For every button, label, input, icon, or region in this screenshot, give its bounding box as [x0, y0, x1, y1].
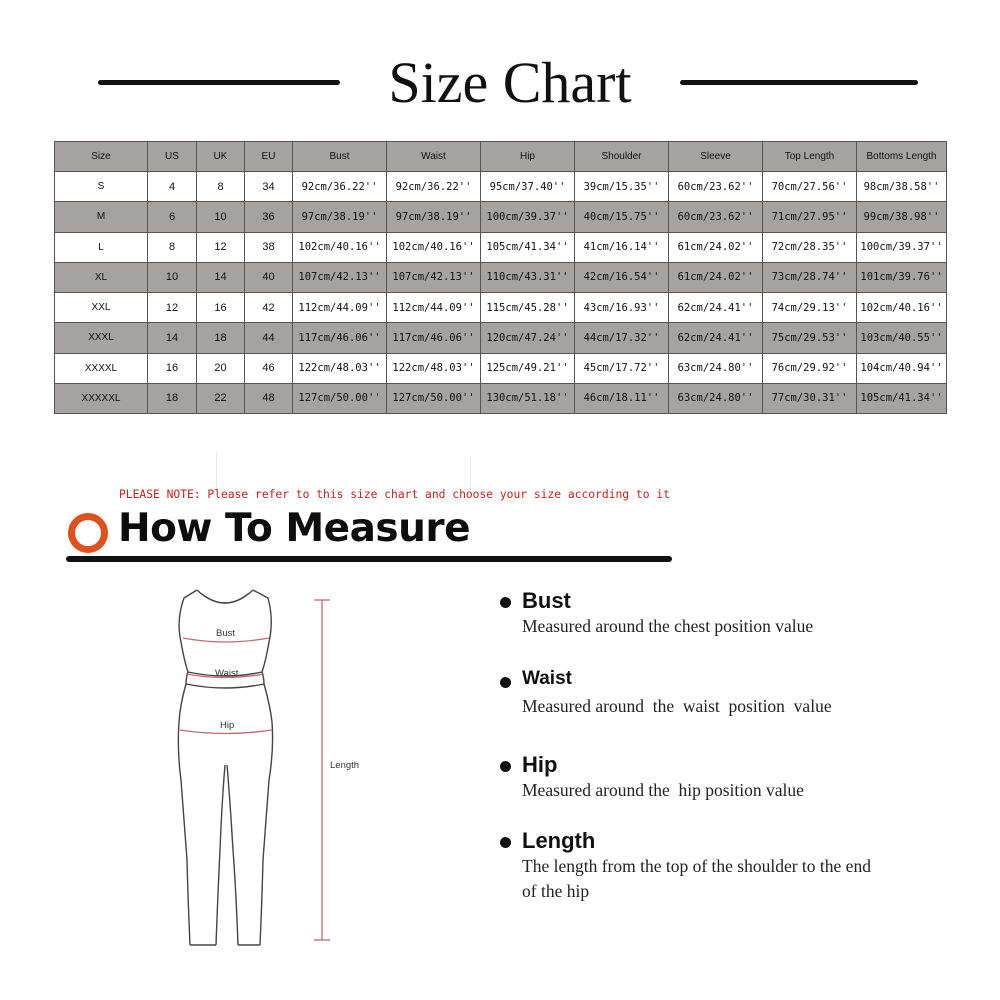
table-cell: 112cm/44.09'' — [293, 293, 387, 323]
table-header-cell: Size — [55, 142, 148, 172]
table-row — [55, 293, 947, 323]
table-header-cell: Waist — [387, 142, 481, 172]
figure-label-hip: Hip — [220, 720, 235, 731]
measure-item-desc: Measured around the waist position value — [522, 696, 832, 716]
table-cell: 43cm/16.93'' — [575, 293, 669, 323]
measure-item-desc: The length from the top of the shoulder to the end of the hip — [522, 856, 871, 901]
table-cell: 18 — [148, 383, 197, 413]
table-cell: 16 — [197, 293, 245, 323]
jumpsuit-figure — [150, 580, 380, 950]
table-cell: 73cm/28.74'' — [763, 262, 857, 292]
table-row — [55, 262, 947, 292]
table-cell: 10 — [197, 202, 245, 232]
table-cell: 102cm/40.16'' — [293, 232, 387, 262]
table-cell: 104cm/40.94'' — [857, 353, 947, 383]
table-cell: 115cm/45.28'' — [481, 293, 575, 323]
table-cell: 122cm/48.03'' — [387, 353, 481, 383]
table-cell: 8 — [148, 232, 197, 262]
measure-lines — [180, 600, 330, 940]
size-cell: S — [55, 172, 148, 202]
bullet-icon — [500, 837, 511, 848]
measure-item-hip — [500, 752, 970, 812]
orange-circle-icon — [68, 513, 108, 553]
faint-guide-line — [470, 456, 471, 490]
table-cell: 16 — [148, 353, 197, 383]
table-header-cell: EU — [245, 142, 293, 172]
how-to-measure-underline — [66, 556, 672, 562]
table-header-cell: Hip — [481, 142, 575, 172]
size-cell: XXXL — [55, 323, 148, 353]
table-cell: 62cm/24.41'' — [669, 323, 763, 353]
table-cell: 10 — [148, 262, 197, 292]
table-cell: 12 — [197, 232, 245, 262]
bullet-icon — [500, 597, 511, 608]
measure-item-length — [500, 828, 970, 918]
table-cell: 127cm/50.00'' — [387, 383, 481, 413]
table-cell: 4 — [148, 172, 197, 202]
table-cell: 63cm/24.80'' — [669, 353, 763, 383]
table-cell: 107cm/42.13'' — [387, 262, 481, 292]
table-cell: 117cm/46.06'' — [387, 323, 481, 353]
table-cell: 103cm/40.55'' — [857, 323, 947, 353]
table-cell: 100cm/39.37'' — [481, 202, 575, 232]
bullet-icon — [500, 677, 511, 688]
table-cell: 95cm/37.40'' — [481, 172, 575, 202]
table-row — [55, 172, 947, 202]
title-rule-right — [680, 80, 918, 85]
table-cell: 112cm/44.09'' — [387, 293, 481, 323]
table-cell: 61cm/24.02'' — [669, 232, 763, 262]
bullet-icon — [500, 761, 511, 772]
measure-item-title: Bust — [522, 588, 571, 613]
table-cell: 8 — [197, 172, 245, 202]
table-header-row — [55, 142, 947, 172]
table-cell: 44cm/17.32'' — [575, 323, 669, 353]
table-body — [55, 172, 947, 414]
table-cell: 40 — [245, 262, 293, 292]
table-row — [55, 232, 947, 262]
table-cell: 34 — [245, 172, 293, 202]
table-header-cell: Bottoms Length — [857, 142, 947, 172]
page-title: Size Chart — [388, 50, 632, 115]
measure-item-title: Length — [522, 828, 596, 853]
title-rule-left — [98, 80, 340, 85]
table-cell: 77cm/30.31'' — [763, 383, 857, 413]
size-chart-table — [54, 141, 947, 414]
size-cell: XL — [55, 262, 148, 292]
size-cell: XXXXL — [55, 353, 148, 383]
table-cell: 20 — [197, 353, 245, 383]
table-cell: 45cm/17.72'' — [575, 353, 669, 383]
table-cell: 18 — [197, 323, 245, 353]
how-to-measure-title: How To Measure — [118, 506, 471, 551]
table-cell: 72cm/28.35'' — [763, 232, 857, 262]
figure-label-waist: Waist — [215, 668, 239, 679]
table-cell: 14 — [197, 262, 245, 292]
table-row — [55, 202, 947, 232]
table-cell: 117cm/46.06'' — [293, 323, 387, 353]
table-row — [55, 383, 947, 413]
table-cell: 127cm/50.00'' — [293, 383, 387, 413]
measure-item-title: Hip — [522, 752, 558, 777]
size-note: PLEASE NOTE: Please refer to this size chart and choose your size according to it — [119, 488, 670, 501]
table-cell: 44 — [245, 323, 293, 353]
table-cell: 46 — [245, 353, 293, 383]
table-cell: 12 — [148, 293, 197, 323]
table-cell: 105cm/41.34'' — [481, 232, 575, 262]
table-cell: 42 — [245, 293, 293, 323]
measure-item-desc: Measured around the chest position value — [522, 616, 814, 636]
table-cell: 6 — [148, 202, 197, 232]
table-cell: 130cm/51.18'' — [481, 383, 575, 413]
table-cell: 75cm/29.53'' — [763, 323, 857, 353]
table-header-cell: UK — [197, 142, 245, 172]
measure-item-bust — [500, 588, 970, 648]
table-cell: 63cm/24.80'' — [669, 383, 763, 413]
table-header-cell: US — [148, 142, 197, 172]
title-row — [0, 48, 1000, 118]
jumpsuit-outline — [178, 590, 272, 945]
table-header-cell: Shoulder — [575, 142, 669, 172]
table-cell: 48 — [245, 383, 293, 413]
table-cell: 100cm/39.37'' — [857, 232, 947, 262]
table-cell: 98cm/38.58'' — [857, 172, 947, 202]
table-cell: 40cm/15.75'' — [575, 202, 669, 232]
table-cell: 71cm/27.95'' — [763, 202, 857, 232]
table-cell: 36 — [245, 202, 293, 232]
size-cell: M — [55, 202, 148, 232]
figure-label-length: Length — [330, 760, 360, 771]
size-cell: XXXXXL — [55, 383, 148, 413]
measure-item-title: Waist — [522, 668, 572, 689]
size-cell: L — [55, 232, 148, 262]
faint-guide-line — [216, 452, 217, 492]
table-cell: 105cm/41.34'' — [857, 383, 947, 413]
table-cell: 39cm/15.35'' — [575, 172, 669, 202]
size-cell: XXL — [55, 293, 148, 323]
table-header-cell: Sleeve — [669, 142, 763, 172]
table-cell: 99cm/38.98'' — [857, 202, 947, 232]
table-cell: 122cm/48.03'' — [293, 353, 387, 383]
table-cell: 38 — [245, 232, 293, 262]
table-cell: 102cm/40.16'' — [387, 232, 481, 262]
table-cell: 14 — [148, 323, 197, 353]
table-cell: 97cm/38.19'' — [387, 202, 481, 232]
table-header-cell: Top Length — [763, 142, 857, 172]
measure-item-waist — [500, 668, 970, 728]
table-cell: 60cm/23.62'' — [669, 172, 763, 202]
table-cell: 42cm/16.54'' — [575, 262, 669, 292]
table-cell: 102cm/40.16'' — [857, 293, 947, 323]
table-cell: 101cm/39.76'' — [857, 262, 947, 292]
table-header-cell: Bust — [293, 142, 387, 172]
table-row — [55, 323, 947, 353]
table-cell: 61cm/24.02'' — [669, 262, 763, 292]
table-cell: 110cm/43.31'' — [481, 262, 575, 292]
table-cell: 60cm/23.62'' — [669, 202, 763, 232]
measure-item-desc: Measured around the hip position value — [522, 780, 804, 800]
table-cell: 46cm/18.11'' — [575, 383, 669, 413]
table-cell: 107cm/42.13'' — [293, 262, 387, 292]
figure-label-bust: Bust — [216, 628, 236, 639]
table-cell: 92cm/36.22'' — [293, 172, 387, 202]
table-cell: 92cm/36.22'' — [387, 172, 481, 202]
table-cell: 125cm/49.21'' — [481, 353, 575, 383]
table-cell: 22 — [197, 383, 245, 413]
table-cell: 41cm/16.14'' — [575, 232, 669, 262]
table-cell: 62cm/24.41'' — [669, 293, 763, 323]
table-cell: 120cm/47.24'' — [481, 323, 575, 353]
table-cell: 74cm/29.13'' — [763, 293, 857, 323]
table-cell: 70cm/27.56'' — [763, 172, 857, 202]
table-cell: 76cm/29.92'' — [763, 353, 857, 383]
table-row — [55, 353, 947, 383]
table-cell: 97cm/38.19'' — [293, 202, 387, 232]
